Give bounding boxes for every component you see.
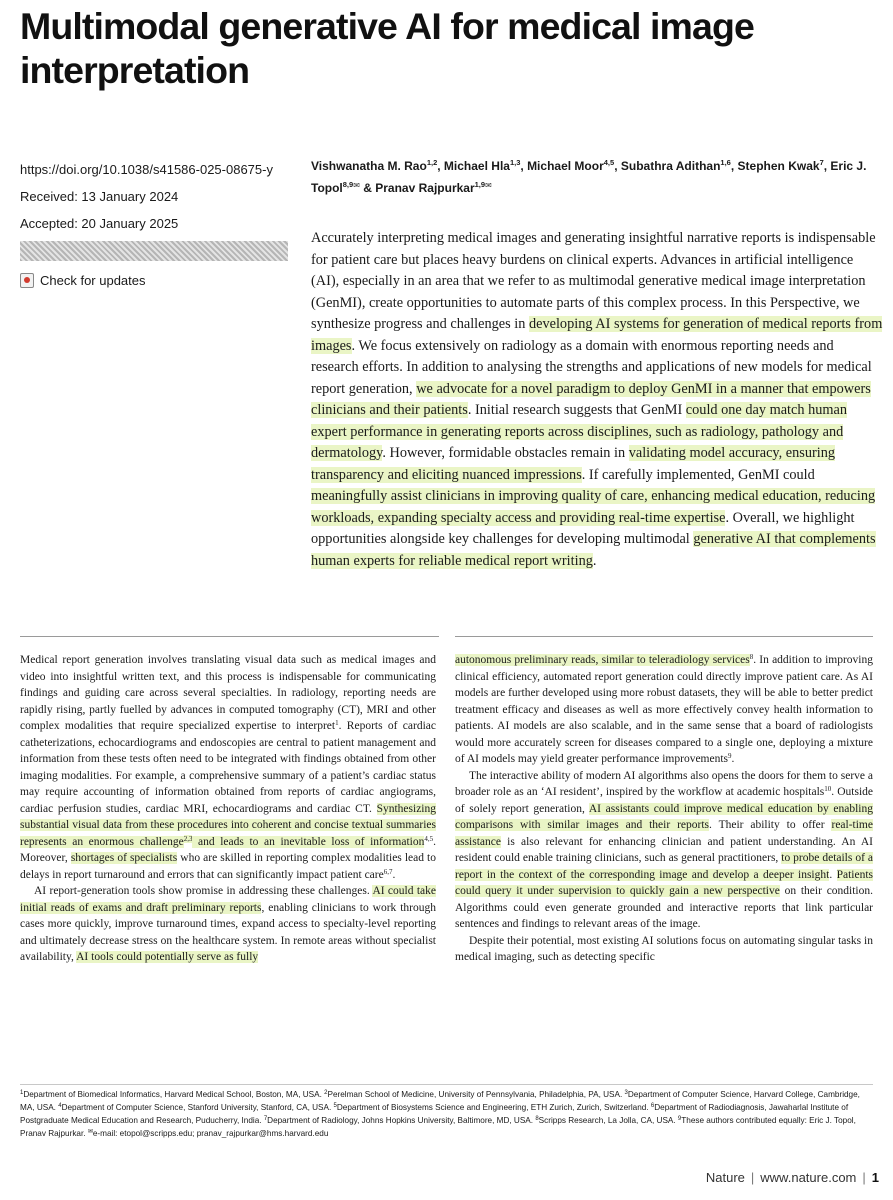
footnote-number: 4: [58, 1103, 62, 1109]
author-name: Eric J. Topol: [311, 159, 867, 195]
footnote-number: 1: [20, 1090, 24, 1096]
citation-ref: 2,3: [183, 834, 193, 843]
check-updates-icon: [20, 273, 34, 288]
highlighted-text: could one day match human expert performance in generating reports across disciplines, such as radiology, pathology and dermatology: [311, 402, 847, 461]
footnote-text: Department of Radiodiagnosis, Jawaharlal Institute of Postgraduate Medical Education and Research, Puducherry, India.: [20, 1103, 849, 1125]
text-segment: . Initial research suggests that GenMI: [467, 402, 686, 418]
author-separator: ,: [520, 159, 528, 173]
body-column-left: [20, 652, 436, 966]
text-segment: . If carefully implemented, GenMI could: [581, 466, 815, 483]
text-segment: .: [829, 868, 837, 881]
highlighted-text: developing AI systems for generation of medical reports from images: [311, 316, 883, 354]
body-paragraph: [455, 768, 873, 933]
mail-icon: ✉: [353, 181, 360, 190]
body-column-right: [455, 652, 873, 966]
author-separator: &: [359, 181, 376, 195]
author-name: Michael Moor: [527, 159, 604, 173]
author-separator: ,: [614, 159, 621, 173]
author-separator: ,: [823, 159, 831, 173]
author-name: Subathra Adithan: [620, 159, 721, 173]
accepted-date: Accepted: 20 January 2025: [20, 216, 179, 231]
text-segment: . Outside of solely report generation,: [455, 786, 874, 815]
left-column-rule: [20, 636, 439, 637]
text-segment: . Reports of cardiac catheterizations, echocardiograms and endoscopies are central to patient management and information from these tests often need to be integrated with findings obtained from other imaging modalities. For example, a comprehensive summary of a patient’s cardiac status may require accounting of information obtained from reports of cardiac angiograms, cardiac perfusion studies, cardiac MRI, echocardiograms and cardiac CT.: [20, 720, 436, 815]
highlighted-text: autonomous preliminary reads, similar to teleradiology services: [455, 654, 750, 666]
footnote-text: Scripps Research, La Jolla, CA, USA.: [538, 1116, 678, 1125]
affiliations-footnotes: [20, 1088, 875, 1140]
footnote-number: 5: [333, 1103, 337, 1109]
text-segment: The interactive ability of modern AI algorithms also opens the doors for them to serve a broader role as an ‘AI resident’, inspired by the workflow at academic hospitals: [455, 769, 873, 798]
body-paragraph: [455, 933, 873, 966]
footnote-text: Department of Radiology, Johns Hopkins University, Baltimore, MD, USA.: [267, 1116, 536, 1125]
footnote-rule: [20, 1084, 873, 1085]
author-name: Stephen Kwak: [737, 159, 820, 173]
footnote-number: 3: [624, 1090, 628, 1096]
check-updates-label: Check for updates: [40, 272, 146, 288]
citation-ref: 4,5: [424, 834, 434, 843]
journal-name: Nature: [705, 1170, 745, 1185]
footnote-number: 6: [650, 1103, 655, 1109]
body-paragraph: [455, 652, 873, 768]
abstract: [311, 228, 883, 572]
footnote-text: Department of Biomedical Informatics, Harvard Medical School, Boston, MA, USA.: [23, 1090, 325, 1099]
check-updates-button[interactable]: [20, 269, 295, 291]
text-segment: Medical report generation involves translating visual data such as medical images and video into insightful written text, and this process is indispensable for communicating findings and guiding care across several specialties. In radiology, reporting needs are rapidly rising, partly fuelled by advances in computed tomography (CT), MRI and other complex modalities that require specialized expertise to interpret: [20, 654, 436, 732]
highlighted-text: AI tools could potentially serve as fully: [76, 951, 259, 963]
text-segment: .: [392, 868, 396, 881]
author-separator: ,: [437, 159, 444, 173]
text-segment: on their condition. Algorithms could even generate grounded and interactive reports that link particular sentences and findings to relevant areas of the image.: [455, 885, 874, 930]
mail-icon: ✉: [485, 181, 492, 190]
page-footer: [706, 1170, 879, 1185]
text-segment: is also relevant for enhancing clinician and patient understanding. An AI resident could enable training clinicians, such as general practitioners,: [455, 835, 873, 864]
text-segment: . We focus extensively on radiology as a domain with enormous reporting needs and research efforts. In addition to analysing the strengths and applications of new models for medical report generation,: [311, 337, 872, 397]
text-segment: . Their ability to offer: [709, 819, 832, 831]
author-affiliation: 1,3: [509, 158, 521, 167]
footnote-text: Department of Biosystems Science and Engineering, ETH Zurich, Zurich, Switzerland.: [336, 1103, 651, 1112]
citation-ref: 8: [749, 653, 754, 661]
footnote-text: Department of Computer Science, Stanford University, Stanford, CA, USA.: [61, 1103, 334, 1112]
highlighted-text: generative AI that complements human experts for reliable medical report writing: [311, 531, 876, 569]
highlighted-text: we advocate for a novel paradigm to deploy GenMI in a manner that empowers clinicians and their patients: [311, 380, 871, 418]
text-segment: , enabling clinicians to work through cases more quickly, improve turnaround times, expand access to specialty-level reporting and ultimately decrease stress on the healthcare system. In remote areas without specialist availability,: [20, 901, 436, 963]
doi-link[interactable]: https://doi.org/10.1038/s41586-025-08675-y: [20, 162, 273, 177]
right-column-rule: [455, 636, 873, 637]
highlighted-text: real-time assistance: [455, 819, 873, 848]
author-affiliation: 1,2: [426, 158, 438, 167]
footnote-number: 8: [535, 1116, 539, 1122]
highlighted-text: Patients could query it under supervision to quickly gain a new perspective: [455, 868, 873, 897]
footnote-text: Department of Computer Science, Harvard College, Cambridge, MA, USA.: [20, 1090, 860, 1112]
author-name: Vishwanatha M. Rao: [311, 159, 427, 173]
body-paragraph: [20, 883, 436, 966]
author-name: Michael Hla: [443, 159, 510, 173]
text-segment: .: [731, 753, 735, 765]
author-separator: ,: [730, 159, 738, 173]
text-segment: . Moreover,: [20, 835, 436, 864]
page-number: 1: [871, 1170, 879, 1185]
highlighted-text: AI could take initial reads of exams and draft preliminary reports: [20, 885, 436, 914]
text-segment: . However, formidable obstacles remain in: [382, 445, 629, 461]
received-date: Received: 13 January 2024: [20, 189, 179, 204]
highlighted-text: and leads to an inevitable loss of information: [192, 835, 425, 848]
text-segment: who are skilled in reporting complex modalities lead to delays in report turnaround and errors that can significantly impact patient care: [20, 852, 436, 881]
author-affiliation: 1,6: [720, 158, 731, 167]
text-segment: .: [592, 552, 597, 569]
highlighted-text: to probe details of a report in the context of the corresponding image and develop a deeper insight: [455, 852, 873, 881]
text-segment: AI report-generation tools show promise in addressing these challenges.: [34, 885, 373, 897]
journal-url[interactable]: www.nature.com: [760, 1170, 857, 1185]
redacted-block: [20, 241, 288, 261]
footnote-number: 7: [263, 1116, 268, 1122]
footnote-text: Perelman School of Medicine, University of Pennsylvania, Philadelphia, PA, USA.: [327, 1090, 625, 1099]
highlighted-text: meaningfully assist clinicians in improving quality of care, enhancing medical education, reducing workloads, expanding specialty access and providing real-time expertise: [311, 488, 876, 526]
highlighted-text: shortages of specialists: [70, 852, 178, 864]
citation-ref: 6,7: [383, 867, 393, 876]
author-name: Pranav Rajpurkar: [375, 181, 475, 195]
citation-ref: 9: [728, 752, 732, 760]
footnote-number: 9: [677, 1116, 682, 1122]
text-segment: . Overall, we highlight opportunities alongside key challenges for developing multimodal: [311, 509, 855, 547]
footer-separator: |: [750, 1170, 755, 1185]
text-segment: . In addition to improving clinical efficiency, automated report generation could directly improve patient care. As AI models are further developed using more robust datasets, they will be able to better predict treatment efficacy and diseases as well as more effectively convey health information to patients. AI models are also scalable, and in the same sense that a board of radiologists would more accurately screen for diseases compared to a single one, deploying a mixture of AI models may yield greater performance improvements: [455, 654, 873, 765]
article-title: Multimodal generative AI for medical image interpretation: [20, 5, 754, 91]
text-segment: Despite their potential, most existing AI solutions focus on automating singular tasks in medical imaging, such as detecting specific: [455, 934, 873, 963]
author-affiliation: 7: [819, 158, 824, 167]
author-affiliation: 4,5: [603, 158, 615, 167]
footer-separator: |: [862, 1170, 866, 1185]
highlighted-text: validating model accuracy, ensuring transparency and eliciting nuanced impressions: [311, 445, 836, 483]
body-paragraph: [20, 652, 436, 883]
author-affiliation: 1,9: [474, 180, 486, 189]
article-meta: [20, 160, 295, 291]
text-segment: Accurately interpreting medical images and generating insightful narrative reports is indispensable for patient care but places heavy burdens on clinical experts. Advances in artificial intelligence (AI), especially in an area that we refer to as multimodal generative medical image interpretation (GenMI), create opportunities to automate parts of this complex process. In this Perspective, we synthesize progress and challenges in: [311, 230, 876, 332]
footnote-number: ✉: [87, 1129, 93, 1135]
citation-ref: 10: [824, 785, 832, 793]
author-affiliation: 8,9: [342, 180, 354, 189]
footnote-text: These authors contributed equally: Eric J. Topol, Pranav Rajpurkar.: [20, 1116, 856, 1138]
citation-ref: 1: [335, 719, 339, 727]
highlighted-text: Synthesizing substantial visual data from these procedures into coherent and concise textual summaries represents an enormous challenge: [20, 802, 436, 848]
highlighted-text: AI assistants could improve medical education by enabling comparisons with similar images and their reports: [455, 802, 874, 831]
footnote-text: e-mail: etopol@scripps.edu; pranav_rajpurkar@hms.harvard.edu: [92, 1129, 329, 1138]
footnote-number: 2: [324, 1090, 328, 1096]
author-list: [311, 156, 881, 198]
